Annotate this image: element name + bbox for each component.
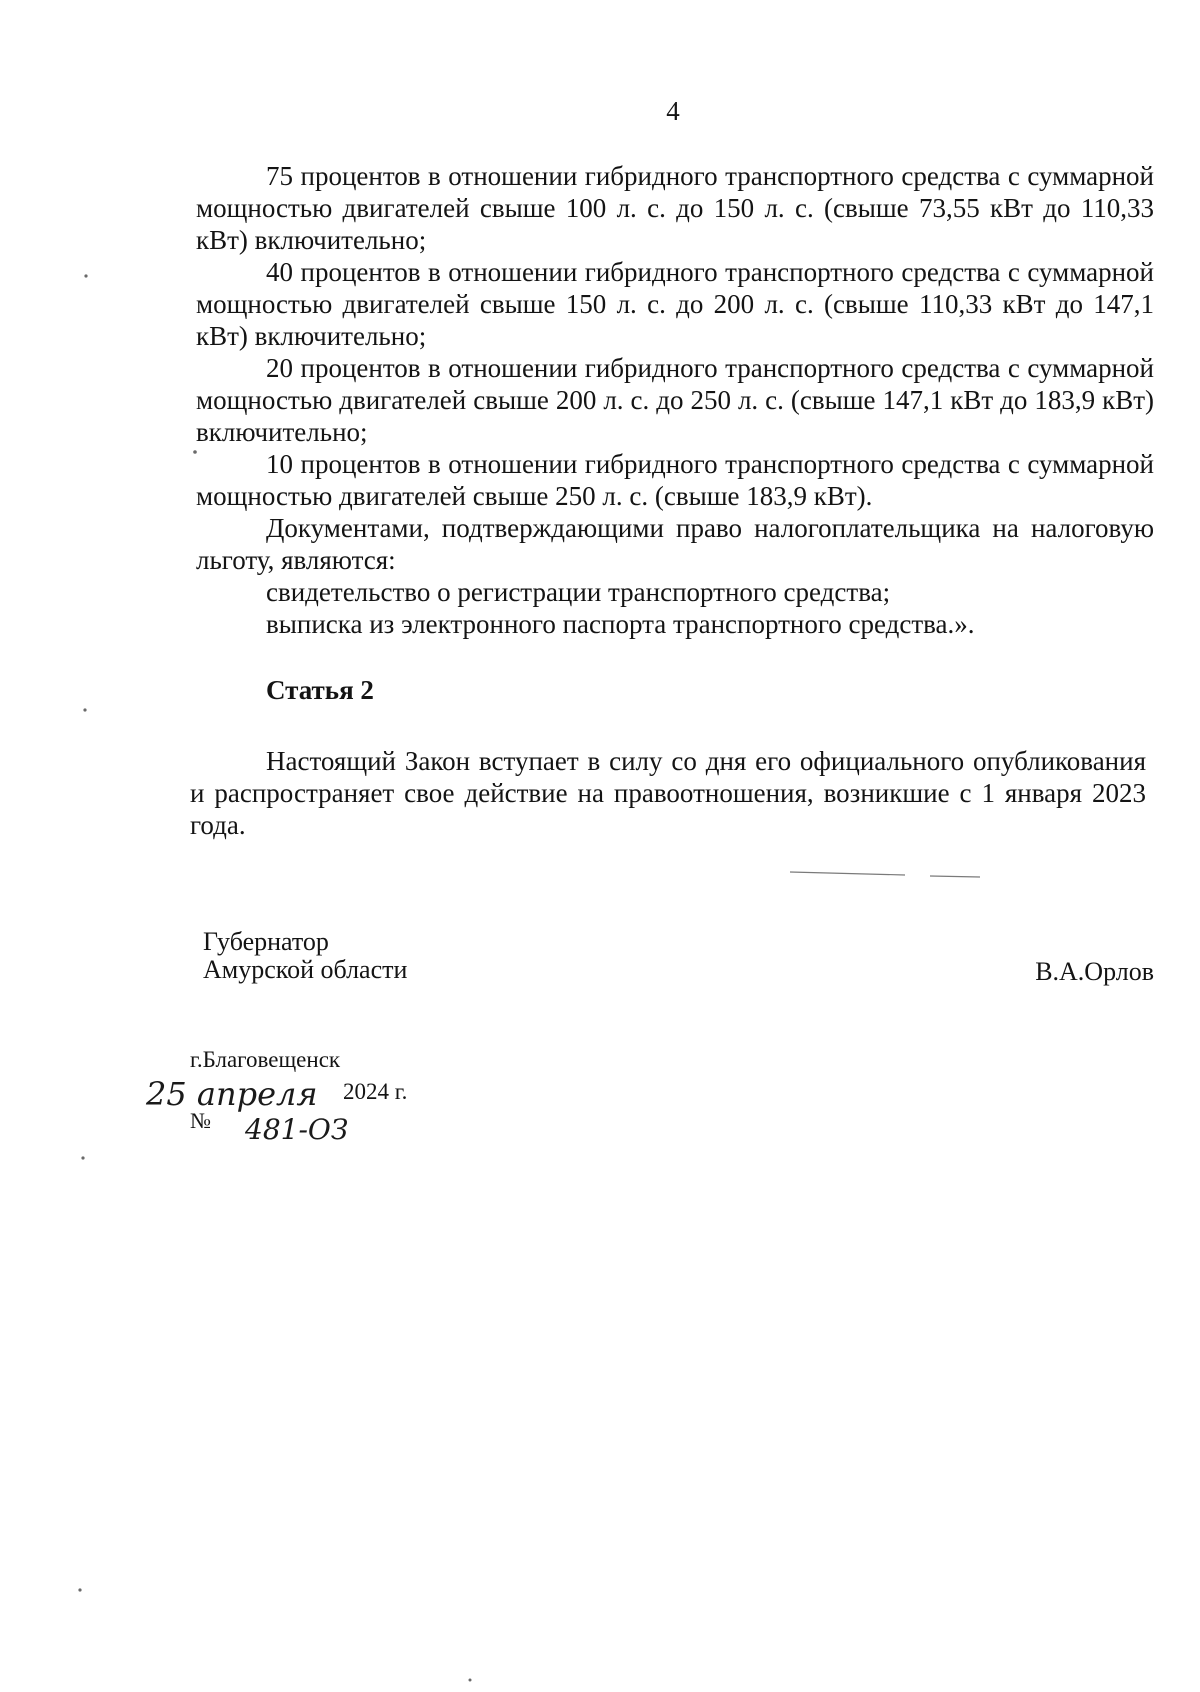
article-2-body <box>190 745 1146 841</box>
scan-speck <box>83 708 86 711</box>
number-sign: № <box>190 1108 211 1133</box>
scan-speck <box>78 1588 81 1591</box>
handwritten-law-number: 481-ОЗ <box>245 1113 349 1146</box>
paragraph-40-percent: 40 процентов в отношении гибридного транспортного средства с суммарной мощностью двигателей свыше 150 л. с. до 200 л. с. (свыше 110,33 кВт до 147,1 кВт) включительно; <box>196 257 1154 351</box>
place-of-signing: г.Благовещенск <box>190 1047 341 1072</box>
handwritten-date: 25 апреля <box>146 1075 318 1113</box>
article-1-continuation <box>196 160 1154 640</box>
page-number: 4 <box>666 96 680 126</box>
signatory-title <box>203 928 407 984</box>
paragraph-20-percent: 20 процентов в отношении гибридного транспортного средства с суммарной мощностью двигателей свыше 200 л. с. до 250 л. с. (свыше 147,1 кВт до 183,9 кВт) включительно; <box>196 353 1154 447</box>
scan-speck <box>469 1679 472 1682</box>
article-2-text: Настоящий Закон вступает в силу со дня его официального опубликования и распространяет свое действие на правоотношения, возникшие с 1 января 2023 года. <box>190 746 1146 840</box>
signatory-title-line2: Амурской области <box>203 955 408 984</box>
paragraph-documents-intro: Документами, подтверждающими право налогоплательщика на налоговую льготу, являются: <box>196 513 1154 575</box>
scan-speck <box>81 1156 84 1159</box>
scan-streak-short-2 <box>930 876 980 877</box>
signatory-title-line1: Губернатор <box>203 927 329 956</box>
signatory-name: В.А.Орлов <box>1035 957 1154 986</box>
documents-item-passport-extract: выписка из электронного паспорта транспортного средства.». <box>266 609 975 639</box>
paragraph-75-percent: 75 процентов в отношении гибридного транспортного средства с суммарной мощностью двигателей свыше 100 л. с. до 150 л. с. (свыше 73,55 кВт до 110,33 кВт) включительно; <box>196 161 1154 255</box>
scan-streak-short <box>790 872 905 875</box>
article-heading: Статья 2 <box>266 675 374 705</box>
printed-year: 2024 г. <box>343 1079 408 1104</box>
paragraph-10-percent: 10 процентов в отношении гибридного транспортного средства с суммарной мощностью двигателей свыше 250 л. с. (свыше 183,9 кВт). <box>196 449 1154 511</box>
documents-item-registration: свидетельство о регистрации транспортного средства; <box>266 577 891 607</box>
scan-speck <box>84 274 87 277</box>
